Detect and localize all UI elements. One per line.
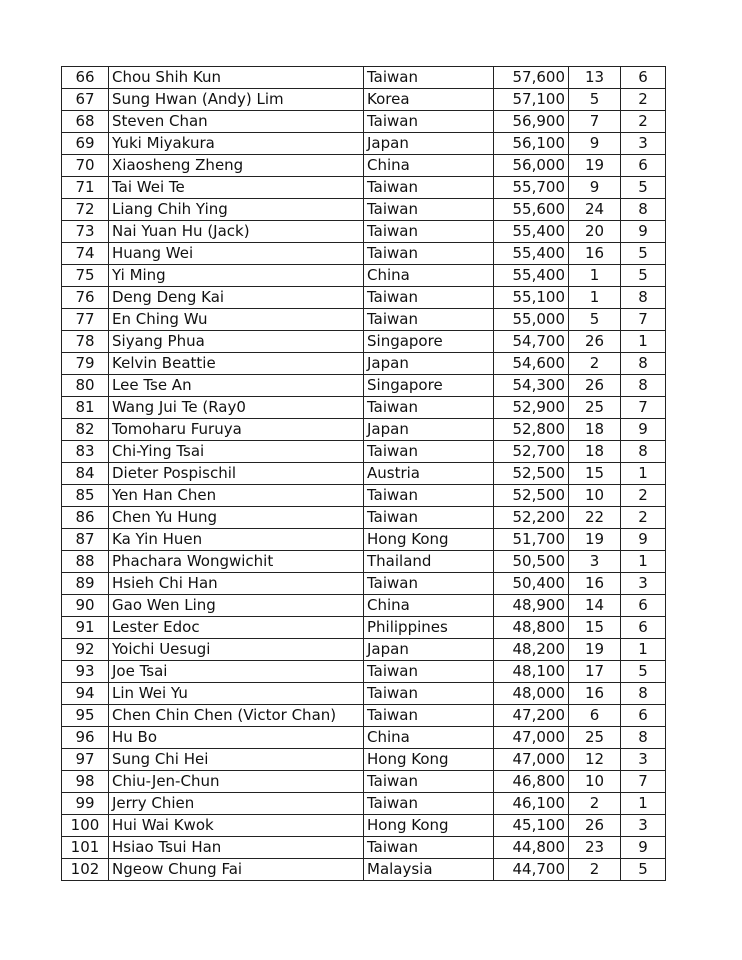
chip-count-cell: 52,800 — [494, 419, 569, 441]
table-row — [62, 507, 666, 529]
table-row — [62, 529, 666, 551]
table-number-cell: 16 — [569, 243, 621, 265]
table-number-cell: 15 — [569, 463, 621, 485]
table-number-cell: 13 — [569, 67, 621, 89]
chip-count-cell: 55,400 — [494, 221, 569, 243]
rank-cell: 100 — [62, 815, 109, 837]
rank-cell: 98 — [62, 771, 109, 793]
player-name-cell: Hsiao Tsui Han — [109, 837, 364, 859]
player-name-cell: Lester Edoc — [109, 617, 364, 639]
chip-count-cell: 52,500 — [494, 485, 569, 507]
table-row — [62, 617, 666, 639]
player-name-cell: Ngeow Chung Fai — [109, 859, 364, 881]
chip-count-cell: 50,500 — [494, 551, 569, 573]
country-cell: Taiwan — [364, 793, 494, 815]
rank-cell: 77 — [62, 309, 109, 331]
rank-cell: 72 — [62, 199, 109, 221]
country-cell: Austria — [364, 463, 494, 485]
rank-cell: 97 — [62, 749, 109, 771]
player-name-cell: Joe Tsai — [109, 661, 364, 683]
table-row — [62, 331, 666, 353]
country-cell: Taiwan — [364, 507, 494, 529]
country-cell: Hong Kong — [364, 815, 494, 837]
rank-cell: 79 — [62, 353, 109, 375]
table-row — [62, 859, 666, 881]
table-number-cell: 19 — [569, 639, 621, 661]
rank-cell: 87 — [62, 529, 109, 551]
table-number-cell: 2 — [569, 353, 621, 375]
seat-number-cell: 2 — [621, 507, 666, 529]
player-name-cell: Hsieh Chi Han — [109, 573, 364, 595]
chip-count-cell: 52,900 — [494, 397, 569, 419]
rank-cell: 83 — [62, 441, 109, 463]
table-number-cell: 19 — [569, 529, 621, 551]
rank-cell: 85 — [62, 485, 109, 507]
country-cell: Thailand — [364, 551, 494, 573]
rank-cell: 84 — [62, 463, 109, 485]
country-cell: China — [364, 265, 494, 287]
rank-cell: 73 — [62, 221, 109, 243]
seat-number-cell: 7 — [621, 397, 666, 419]
table-row — [62, 199, 666, 221]
player-name-cell: En Ching Wu — [109, 309, 364, 331]
table-row — [62, 749, 666, 771]
player-name-cell: Wang Jui Te (Ray0 — [109, 397, 364, 419]
player-name-cell: Jerry Chien — [109, 793, 364, 815]
country-cell: Taiwan — [364, 837, 494, 859]
rank-cell: 86 — [62, 507, 109, 529]
table-number-cell: 20 — [569, 221, 621, 243]
player-name-cell: Xiaosheng Zheng — [109, 155, 364, 177]
player-name-cell: Chen Chin Chen (Victor Chan) — [109, 705, 364, 727]
table-row — [62, 177, 666, 199]
country-cell: Taiwan — [364, 67, 494, 89]
seat-number-cell: 7 — [621, 771, 666, 793]
chip-count-cell: 55,400 — [494, 243, 569, 265]
rank-cell: 71 — [62, 177, 109, 199]
country-cell: Taiwan — [364, 661, 494, 683]
table-row — [62, 837, 666, 859]
table-number-cell: 26 — [569, 815, 621, 837]
player-name-cell: Phachara Wongwichit — [109, 551, 364, 573]
seat-number-cell: 5 — [621, 177, 666, 199]
country-cell: Taiwan — [364, 177, 494, 199]
chip-count-cell: 55,700 — [494, 177, 569, 199]
seat-number-cell: 3 — [621, 573, 666, 595]
seat-number-cell: 6 — [621, 705, 666, 727]
seat-number-cell: 8 — [621, 727, 666, 749]
table-number-cell: 5 — [569, 309, 621, 331]
table-number-cell: 23 — [569, 837, 621, 859]
player-name-cell: Kelvin Beattie — [109, 353, 364, 375]
rank-cell: 80 — [62, 375, 109, 397]
table-number-cell: 2 — [569, 859, 621, 881]
seat-number-cell: 1 — [621, 793, 666, 815]
seat-number-cell: 9 — [621, 221, 666, 243]
table-number-cell: 22 — [569, 507, 621, 529]
country-cell: Philippines — [364, 617, 494, 639]
table-number-cell: 3 — [569, 551, 621, 573]
table-row — [62, 243, 666, 265]
rank-cell: 90 — [62, 595, 109, 617]
rank-cell: 94 — [62, 683, 109, 705]
country-cell: Taiwan — [364, 309, 494, 331]
table-body — [62, 67, 666, 881]
rank-cell: 81 — [62, 397, 109, 419]
country-cell: Taiwan — [364, 485, 494, 507]
player-name-cell: Nai Yuan Hu (Jack) — [109, 221, 364, 243]
seat-number-cell: 8 — [621, 353, 666, 375]
player-name-cell: Tomoharu Furuya — [109, 419, 364, 441]
chip-count-cell: 45,100 — [494, 815, 569, 837]
table-number-cell: 25 — [569, 727, 621, 749]
table-row — [62, 661, 666, 683]
country-cell: Taiwan — [364, 771, 494, 793]
chip-count-cell: 56,000 — [494, 155, 569, 177]
player-name-cell: Yoichi Uesugi — [109, 639, 364, 661]
seat-number-cell: 3 — [621, 749, 666, 771]
seat-number-cell: 8 — [621, 375, 666, 397]
seat-number-cell: 9 — [621, 837, 666, 859]
chip-count-cell: 54,600 — [494, 353, 569, 375]
player-name-cell: Hu Bo — [109, 727, 364, 749]
table-row — [62, 67, 666, 89]
rank-cell: 91 — [62, 617, 109, 639]
chip-count-cell: 54,700 — [494, 331, 569, 353]
chip-count-cell: 46,100 — [494, 793, 569, 815]
table-row — [62, 595, 666, 617]
country-cell: Taiwan — [364, 441, 494, 463]
country-cell: Taiwan — [364, 287, 494, 309]
chip-count-cell: 52,500 — [494, 463, 569, 485]
table-number-cell: 9 — [569, 133, 621, 155]
table-row — [62, 309, 666, 331]
country-cell: Hong Kong — [364, 749, 494, 771]
player-name-cell: Yi Ming — [109, 265, 364, 287]
chip-count-cell: 47,000 — [494, 727, 569, 749]
seat-number-cell: 8 — [621, 287, 666, 309]
player-name-cell: Tai Wei Te — [109, 177, 364, 199]
player-name-cell: Chen Yu Hung — [109, 507, 364, 529]
table-number-cell: 1 — [569, 265, 621, 287]
table-row — [62, 397, 666, 419]
table-number-cell: 18 — [569, 419, 621, 441]
rank-cell: 93 — [62, 661, 109, 683]
rank-cell: 76 — [62, 287, 109, 309]
chip-count-cell: 55,100 — [494, 287, 569, 309]
table-row — [62, 89, 666, 111]
rank-cell: 82 — [62, 419, 109, 441]
country-cell: Taiwan — [364, 221, 494, 243]
table-row — [62, 375, 666, 397]
seat-number-cell: 6 — [621, 595, 666, 617]
player-name-cell: Lee Tse An — [109, 375, 364, 397]
seat-number-cell: 7 — [621, 309, 666, 331]
player-name-cell: Ka Yin Huen — [109, 529, 364, 551]
seat-number-cell: 1 — [621, 551, 666, 573]
chip-count-cell: 48,800 — [494, 617, 569, 639]
rank-cell: 89 — [62, 573, 109, 595]
seat-number-cell: 5 — [621, 661, 666, 683]
player-name-cell: Deng Deng Kai — [109, 287, 364, 309]
chip-count-cell: 51,700 — [494, 529, 569, 551]
seat-number-cell: 5 — [621, 265, 666, 287]
player-name-cell: Huang Wei — [109, 243, 364, 265]
rank-cell: 74 — [62, 243, 109, 265]
chip-count-cell: 48,200 — [494, 639, 569, 661]
rank-cell: 70 — [62, 155, 109, 177]
player-name-cell: Chiu-Jen-Chun — [109, 771, 364, 793]
chip-count-table — [61, 66, 666, 881]
chip-count-cell: 52,200 — [494, 507, 569, 529]
player-name-cell: Gao Wen Ling — [109, 595, 364, 617]
country-cell: Japan — [364, 419, 494, 441]
chip-count-cell: 48,900 — [494, 595, 569, 617]
player-name-cell: Dieter Pospischil — [109, 463, 364, 485]
seat-number-cell: 2 — [621, 111, 666, 133]
table-row — [62, 485, 666, 507]
seat-number-cell: 3 — [621, 133, 666, 155]
country-cell: Japan — [364, 133, 494, 155]
table-number-cell: 6 — [569, 705, 621, 727]
country-cell: Korea — [364, 89, 494, 111]
chip-count-cell: 48,000 — [494, 683, 569, 705]
table-number-cell: 5 — [569, 89, 621, 111]
country-cell: Taiwan — [364, 397, 494, 419]
seat-number-cell: 8 — [621, 683, 666, 705]
rank-cell: 66 — [62, 67, 109, 89]
rank-cell: 88 — [62, 551, 109, 573]
rank-cell: 67 — [62, 89, 109, 111]
table-number-cell: 12 — [569, 749, 621, 771]
rank-cell: 68 — [62, 111, 109, 133]
player-name-cell: Yuki Miyakura — [109, 133, 364, 155]
chip-count-cell: 55,000 — [494, 309, 569, 331]
table-number-cell: 9 — [569, 177, 621, 199]
table-number-cell: 16 — [569, 573, 621, 595]
rank-cell: 95 — [62, 705, 109, 727]
country-cell: Taiwan — [364, 199, 494, 221]
player-name-cell: Hui Wai Kwok — [109, 815, 364, 837]
seat-number-cell: 6 — [621, 155, 666, 177]
chip-count-cell: 56,100 — [494, 133, 569, 155]
country-cell: China — [364, 727, 494, 749]
country-cell: Singapore — [364, 331, 494, 353]
table-number-cell: 16 — [569, 683, 621, 705]
player-name-cell: Liang Chih Ying — [109, 199, 364, 221]
seat-number-cell: 3 — [621, 815, 666, 837]
country-cell: Malaysia — [364, 859, 494, 881]
rank-cell: 78 — [62, 331, 109, 353]
rank-cell: 75 — [62, 265, 109, 287]
rank-cell: 96 — [62, 727, 109, 749]
seat-number-cell: 1 — [621, 463, 666, 485]
rank-cell: 69 — [62, 133, 109, 155]
chip-count-cell: 44,700 — [494, 859, 569, 881]
table-row — [62, 155, 666, 177]
table-row — [62, 419, 666, 441]
table-number-cell: 26 — [569, 375, 621, 397]
chip-count-cell: 55,400 — [494, 265, 569, 287]
table-row — [62, 441, 666, 463]
chip-count-cell: 57,600 — [494, 67, 569, 89]
chip-count-cell: 48,100 — [494, 661, 569, 683]
table-row — [62, 815, 666, 837]
chip-count-cell: 47,200 — [494, 705, 569, 727]
player-name-cell: Chou Shih Kun — [109, 67, 364, 89]
seat-number-cell: 9 — [621, 419, 666, 441]
country-cell: China — [364, 155, 494, 177]
chip-count-cell: 54,300 — [494, 375, 569, 397]
player-name-cell: Lin Wei Yu — [109, 683, 364, 705]
seat-number-cell: 2 — [621, 89, 666, 111]
country-cell: Hong Kong — [364, 529, 494, 551]
table-row — [62, 683, 666, 705]
country-cell: Japan — [364, 639, 494, 661]
player-name-cell: Steven Chan — [109, 111, 364, 133]
player-name-cell: Yen Han Chen — [109, 485, 364, 507]
chip-count-cell: 55,600 — [494, 199, 569, 221]
chip-count-cell: 57,100 — [494, 89, 569, 111]
seat-number-cell: 6 — [621, 617, 666, 639]
country-cell: Taiwan — [364, 705, 494, 727]
seat-number-cell: 2 — [621, 485, 666, 507]
table-row — [62, 463, 666, 485]
table-number-cell: 24 — [569, 199, 621, 221]
table-row — [62, 771, 666, 793]
table-number-cell: 10 — [569, 771, 621, 793]
table-row — [62, 265, 666, 287]
table-number-cell: 15 — [569, 617, 621, 639]
player-name-cell: Chi-Ying Tsai — [109, 441, 364, 463]
chip-count-cell: 50,400 — [494, 573, 569, 595]
table-number-cell: 10 — [569, 485, 621, 507]
seat-number-cell: 1 — [621, 639, 666, 661]
seat-number-cell: 6 — [621, 67, 666, 89]
country-cell: Singapore — [364, 375, 494, 397]
country-cell: China — [364, 595, 494, 617]
player-name-cell: Sung Hwan (Andy) Lim — [109, 89, 364, 111]
table-number-cell: 19 — [569, 155, 621, 177]
table-number-cell: 26 — [569, 331, 621, 353]
seat-number-cell: 5 — [621, 243, 666, 265]
table-row — [62, 133, 666, 155]
player-name-cell: Sung Chi Hei — [109, 749, 364, 771]
table-row — [62, 551, 666, 573]
table-number-cell: 17 — [569, 661, 621, 683]
rank-cell: 92 — [62, 639, 109, 661]
table-number-cell: 2 — [569, 793, 621, 815]
table-row — [62, 111, 666, 133]
table-row — [62, 639, 666, 661]
table-row — [62, 727, 666, 749]
seat-number-cell: 8 — [621, 441, 666, 463]
table-number-cell: 14 — [569, 595, 621, 617]
table-number-cell: 18 — [569, 441, 621, 463]
chip-count-cell: 44,800 — [494, 837, 569, 859]
rank-cell: 99 — [62, 793, 109, 815]
player-name-cell: Siyang Phua — [109, 331, 364, 353]
rank-cell: 102 — [62, 859, 109, 881]
table-row — [62, 705, 666, 727]
chip-count-cell: 52,700 — [494, 441, 569, 463]
table-row — [62, 573, 666, 595]
seat-number-cell: 1 — [621, 331, 666, 353]
country-cell: Taiwan — [364, 243, 494, 265]
chip-count-cell: 46,800 — [494, 771, 569, 793]
chip-count-cell: 56,900 — [494, 111, 569, 133]
table-number-cell: 25 — [569, 397, 621, 419]
seat-number-cell: 5 — [621, 859, 666, 881]
country-cell: Taiwan — [364, 683, 494, 705]
table-number-cell: 7 — [569, 111, 621, 133]
country-cell: Taiwan — [364, 573, 494, 595]
table-row — [62, 287, 666, 309]
table-row — [62, 353, 666, 375]
chip-count-cell: 47,000 — [494, 749, 569, 771]
table-number-cell: 1 — [569, 287, 621, 309]
country-cell: Taiwan — [364, 111, 494, 133]
rank-cell: 101 — [62, 837, 109, 859]
seat-number-cell: 8 — [621, 199, 666, 221]
country-cell: Japan — [364, 353, 494, 375]
seat-number-cell: 9 — [621, 529, 666, 551]
table-row — [62, 793, 666, 815]
table-row — [62, 221, 666, 243]
